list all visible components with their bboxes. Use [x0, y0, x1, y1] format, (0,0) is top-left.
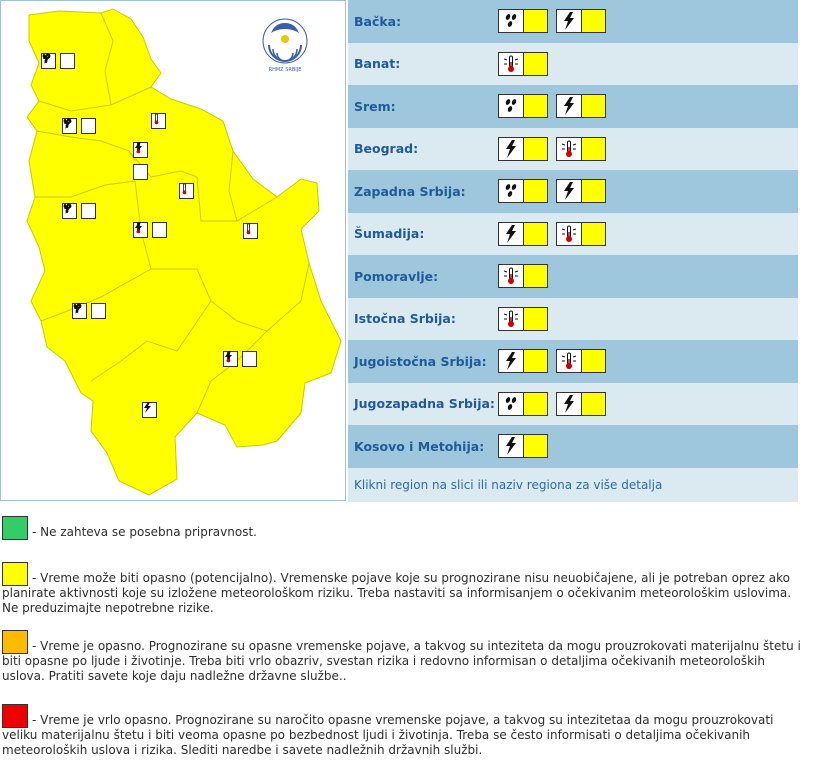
map-icons-backa[interactable] — [41, 53, 75, 69]
legend-yellow — [2, 562, 802, 616]
thunder-icon — [142, 402, 157, 418]
region-warnings — [498, 222, 606, 246]
warning-badge[interactable] — [556, 137, 606, 161]
region-row[interactable] — [348, 425, 798, 468]
region-name-link[interactable]: Beograd: — [354, 141, 419, 157]
region-warnings — [498, 392, 606, 416]
thunder-icon — [498, 434, 524, 458]
thunder-icon — [60, 53, 75, 69]
region-warnings — [498, 137, 606, 161]
warning-level-yellow — [524, 52, 548, 76]
region-row[interactable] — [348, 43, 798, 86]
region-row[interactable] — [348, 0, 798, 43]
warning-level-yellow — [524, 349, 548, 373]
region-name-link[interactable]: Jugoistočna Srbija: — [354, 353, 487, 369]
legend-red — [2, 704, 802, 758]
hint-row — [348, 468, 798, 502]
legend-orange-text: - Vreme je opasno. Prognozirane su opasne vremenske pojave, a takvog su inteziteta da mogu prouzrokovati materijalnu štetu i biti opasne po ljude i životinje. Treba biti vrlo obazriv, svestan rizika i redovno informisan o detaljima očekivanih meteoroloških uslova. Pratiti savete koje daju nadležne državne službe.. — [2, 639, 801, 683]
warning-level-yellow — [524, 137, 548, 161]
legend-green — [2, 516, 802, 540]
legend-green-text: - Ne zahteva se posebna pripravnost. — [32, 525, 257, 539]
warning-badge[interactable] — [498, 392, 548, 416]
heat-icon — [242, 351, 257, 367]
region-name-link[interactable]: Pomoravlje: — [354, 268, 439, 284]
orange-swatch — [2, 630, 28, 654]
map-panel — [0, 0, 346, 501]
region-row[interactable] — [348, 128, 798, 171]
map-icons-jugoistocna-srbija[interactable] — [223, 351, 257, 367]
heat-icon — [133, 164, 148, 180]
warning-level-yellow — [582, 222, 606, 246]
region-warnings — [498, 264, 548, 288]
warning-level-yellow — [524, 179, 548, 203]
warning-badge[interactable] — [556, 179, 606, 203]
warning-level-yellow — [524, 222, 548, 246]
warning-level-yellow — [524, 434, 548, 458]
region-name-link[interactable]: Kosovo i Metohija: — [354, 438, 485, 454]
regions-table — [348, 0, 798, 502]
thunder-icon — [556, 9, 582, 33]
warning-level-yellow — [524, 264, 548, 288]
warning-badge[interactable] — [556, 9, 606, 33]
thunder-icon — [556, 392, 582, 416]
hint-text: Klikni region na slici ili naziv regiona za više detalja — [354, 477, 663, 492]
region-name-link[interactable]: Srem: — [354, 98, 396, 114]
serbia-map[interactable] — [1, 1, 347, 502]
map-icons-beograd[interactable] — [133, 142, 148, 180]
rain-icon — [498, 94, 524, 118]
yellow-swatch — [2, 562, 28, 586]
warning-level-yellow — [524, 94, 548, 118]
warning-badge[interactable] — [556, 222, 606, 246]
warning-badge[interactable] — [556, 349, 606, 373]
warning-level-yellow — [582, 94, 606, 118]
region-name-link[interactable]: Istočna Srbija: — [354, 311, 456, 327]
warning-badge[interactable] — [498, 94, 548, 118]
region-row[interactable] — [348, 255, 798, 298]
heat-icon — [498, 52, 524, 76]
region-row[interactable] — [348, 85, 798, 128]
thunder-icon — [498, 222, 524, 246]
warning-badge[interactable] — [556, 94, 606, 118]
rain-icon — [498, 392, 524, 416]
heat-icon — [151, 113, 166, 129]
warning-badge[interactable] — [498, 137, 548, 161]
map-icons-kosovo-i-metohija[interactable] — [142, 402, 157, 418]
warning-level-yellow — [582, 137, 606, 161]
red-swatch — [2, 704, 28, 728]
thunder-icon — [498, 137, 524, 161]
rain-icon — [498, 9, 524, 33]
region-row[interactable] — [348, 298, 798, 341]
region-row[interactable] — [348, 383, 798, 426]
warning-level-yellow — [582, 179, 606, 203]
region-name-link[interactable]: Jugozapadna Srbija: — [354, 396, 495, 412]
warning-badge[interactable] — [498, 264, 548, 288]
region-warnings — [498, 307, 548, 331]
region-warnings — [498, 94, 606, 118]
thunder-icon — [498, 349, 524, 373]
thunder-icon — [81, 118, 96, 134]
warning-badge[interactable] — [498, 179, 548, 203]
legend-orange — [2, 630, 802, 684]
warning-badge[interactable] — [498, 52, 548, 76]
region-name-link[interactable]: Banat: — [354, 56, 401, 72]
region-row[interactable] — [348, 170, 798, 213]
map-icons-banat[interactable] — [151, 113, 166, 129]
region-row[interactable] — [348, 340, 798, 383]
map-icons-zapadna-srbija[interactable] — [62, 203, 96, 219]
rhmz-logo — [263, 19, 307, 73]
logo-text: RHMZ SRBIJE — [268, 67, 302, 73]
heat-icon — [556, 137, 582, 161]
region-warnings — [498, 9, 606, 33]
legend-yellow-text: - Vreme može biti opasno (potencijalno). Vremenske pojave koje su prognozirane nisu neuobičajene, ali je potreban oprez ako planirate aktivnosti koje su izložene meteorološkom riziku. Treba nastaviti sa informisanjem o očekivanim meteorološkim uslovima. Ne preduzimajte nepotrebne rizike. — [2, 571, 792, 615]
heat-icon — [556, 222, 582, 246]
warning-badge[interactable] — [498, 307, 548, 331]
heat-icon — [498, 264, 524, 288]
map-icons-istocna-srbija[interactable] — [243, 223, 258, 239]
thunder-icon — [91, 303, 106, 319]
region-warnings — [498, 52, 548, 76]
warning-level-yellow — [524, 9, 548, 33]
warning-badge[interactable] — [498, 222, 548, 246]
warning-level-yellow — [582, 349, 606, 373]
thunder-icon — [556, 179, 582, 203]
heat-icon — [498, 307, 524, 331]
legend-red-text: - Vreme je vrlo opasno. Prognozirane su naročito opasne vremenske pojave, a takvog su intezitetaa da mogu prouzrokovati veliku materijalnu štetu i biti veoma opasne po bezbednost ljudi i životinja. Treba se često informisati o detaljima očekivanih meteoroloških uslova i rizika. Slediti naredbe i savete nadležnih državnih službi. — [2, 713, 774, 757]
region-name-link[interactable]: Šumadija: — [354, 226, 425, 242]
warning-badge[interactable] — [498, 349, 548, 373]
thunder-icon — [556, 94, 582, 118]
map-icons-jugozapadna-srbija[interactable] — [72, 303, 106, 319]
green-swatch — [2, 516, 28, 540]
heat-icon — [243, 223, 258, 239]
warning-badge[interactable] — [498, 434, 548, 458]
warning-badge[interactable] — [498, 9, 548, 33]
region-row[interactable] — [348, 213, 798, 256]
map-icons-sumadija[interactable] — [133, 222, 167, 238]
region-name-link[interactable]: Bačka: — [354, 13, 402, 29]
heat-icon — [179, 183, 194, 199]
heat-icon — [556, 349, 582, 373]
region-warnings — [498, 179, 606, 203]
region-warnings — [498, 349, 606, 373]
warning-level-yellow — [524, 307, 548, 331]
region-name-link[interactable]: Zapadna Srbija: — [354, 183, 466, 199]
rain-icon — [498, 179, 524, 203]
warning-level-yellow — [582, 9, 606, 33]
warning-level-yellow — [582, 392, 606, 416]
map-country-shape — [27, 9, 341, 495]
warning-badge[interactable] — [556, 392, 606, 416]
region-warnings — [498, 434, 548, 458]
heat-icon — [152, 222, 167, 238]
warning-level-yellow — [524, 392, 548, 416]
map-icons-pomoravlje[interactable] — [179, 183, 194, 199]
map-icons-srem[interactable] — [62, 118, 96, 134]
thunder-icon — [81, 203, 96, 219]
